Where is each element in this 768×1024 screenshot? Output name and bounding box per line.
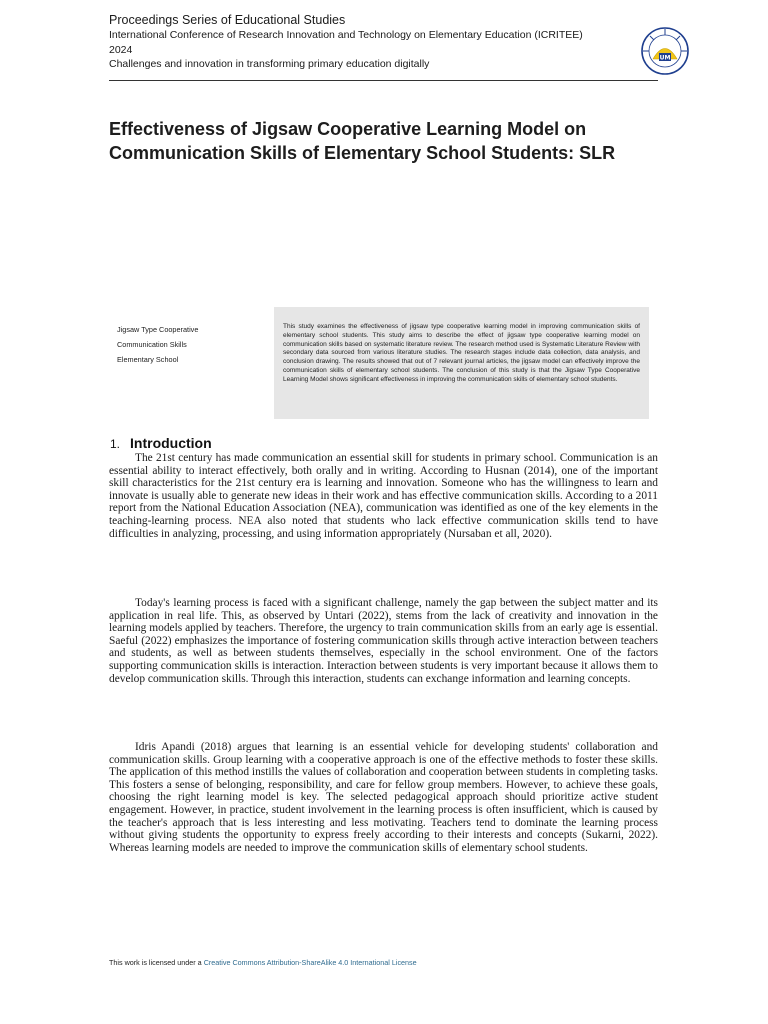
paper-title: Effectiveness of Jigsaw Cooperative Learning Model on Communication Skills of Elementary School Students: SLR [109, 119, 616, 163]
section-title: Introduction [130, 435, 212, 451]
university-seal-icon [640, 26, 690, 76]
keyword-item: Elementary School [117, 355, 179, 364]
keywords-list [117, 322, 257, 367]
keyword-item: Jigsaw Type Cooperative [117, 325, 199, 334]
conference-name: International Conference of Research Innovation and Technology on Elementary Education (ICRITEE) [109, 29, 583, 41]
body-paragraph: Today's learning process is faced with a significant challenge, namely the gap between the subject matter and its application in real life. This, as observed by Untari (2022), stems from the lack of creativity and innovation in the learning models applied by teachers. Therefore, the urgency to train communication skills from an early age is essential. Saeful (2022) emphasizes the importance of fostering communication skills through active interaction between teachers and students, as well as between students themselves, especially in the school environment. One of the factors supporting communication skills is interaction. Interaction between students is very important because it allows them to develop communication skills. Through this interaction, students can exchange information and learning concepts. [109, 597, 658, 685]
header-divider [109, 80, 658, 81]
section-number: 1. [110, 437, 121, 451]
body-paragraph: Idris Apandi (2018) argues that learning is an essential vehicle for developing students' collaboration and communication skills. Group learning with a cooperative approach is one of the effective methods to foster these skills. The application of this method instills the values of collaboration and cooperation between students in completing tasks. This fosters a sense of belonging, responsibility, and care for fellow group members. However, to achieve these goals, choosing the right learning model is key. The selected pedagogical approach should prioritize active student engagement. However, in practice, student involvement in the learning process is often insufficient, which is caused by the teacher's approach that is less interesting and less motivating. Teachers tend to dominate the learning process without giving students the opportunity to express freely according to their interests and concepts (Sukarni, 2022). Whereas learning models are needed to improve the communication skills of elementary school students. [109, 741, 658, 854]
license-prefix: This work is licensed under a [109, 958, 204, 967]
body-paragraph: The 21st century has made communication an essential skill for students in primary school. Communication is an essential ability to interact effectively, both orally and in writing. According to Husnan (2014), one of the important skill characteristics for the 21st century era is learning and innovation. Someone who has the willingness to learn and innovate is usually able to generate new ideas in their work and has effective communication skills. According to a 2011 report from the National Education Association (NEA), communication was identified as one of the key elements in the teaching-learning process. NEA also noted that students who lack effective communication skills tend to have difficulties in analyzing, processing, and using information appropriately (Nursaban et all, 2020). [109, 452, 658, 540]
license-footer [109, 958, 417, 967]
journal-header [109, 12, 629, 72]
journal-series: Proceedings Series of Educational Studies [109, 13, 346, 27]
logo-monogram: UM [659, 54, 671, 62]
conference-theme: Challenges and innovation in transforming primary education digitally [109, 58, 430, 70]
abstract-box: This study examines the effectiveness of jigsaw type cooperative learning model in improving communication skills of elementary school students. This study aims to describe the effect of jigsaw type cooperative learning model on communication skills based on systematic literature review. The research method used is Systematic Literature Review with secondary data sourced from various literature studies. The research stages include data collection, data analysis, and conclusion drawing. The results showed that out of 7 relevant journal articles, the jigsaw model can effectively improve the communication skills of elementary school students. The conclusion of this study is that the Jigsaw Type Cooperative Learning Model shows significant effectiveness in improving the communication skills of elementary school students. [274, 307, 649, 419]
section-heading [110, 434, 212, 453]
conference-year: 2024 [109, 43, 133, 56]
license-link[interactable]: Creative Commons Attribution-ShareAlike 4.0 International License [203, 958, 417, 967]
keyword-item: Communication Skills [117, 340, 187, 349]
